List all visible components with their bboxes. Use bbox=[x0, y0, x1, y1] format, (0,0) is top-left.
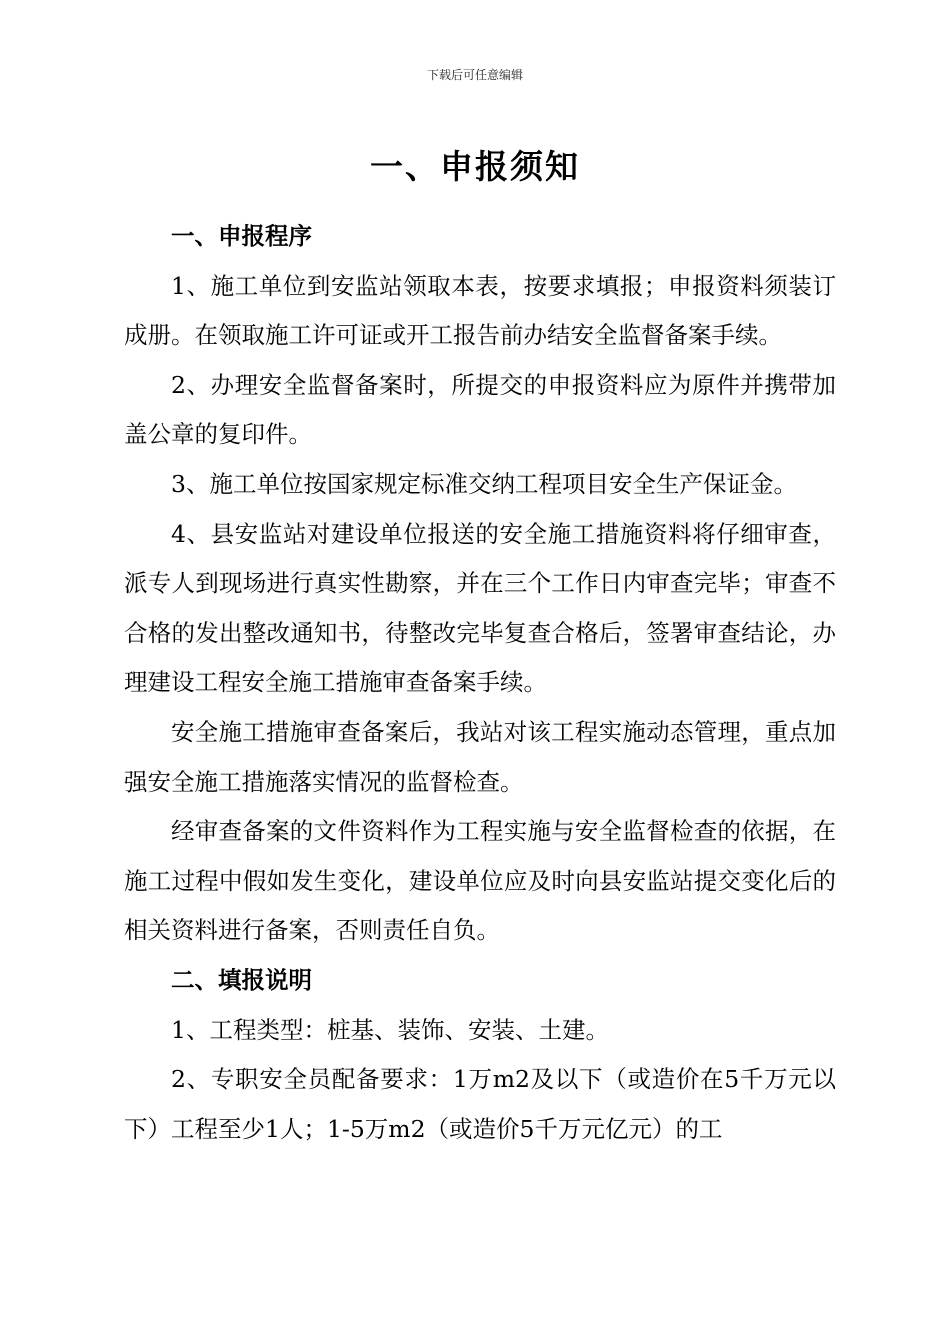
paragraph-procedure-1: 1、施工单位到安监站领取本表，按要求填报；申报资料须装订成册。在领取施工许可证或开工报告前办结安全监督备案手续。 bbox=[124, 271, 836, 350]
section-heading-procedure: 一、申报程序 bbox=[171, 222, 312, 250]
document-body bbox=[124, 212, 836, 1154]
paragraph-procedure-3: 3、施工单位按国家规定标准交纳工程项目安全生产保证金。 bbox=[171, 469, 797, 498]
paragraph-procedure-4: 4、县安监站对建设单位报送的安全施工措施资料将仔细审查，派专人到现场进行真实性勘察，并在三个工作日内审查完毕；审查不合格的发出整改通知书，待整改完毕复查合格后，签署审查结论，办理建设工程安全施工措施审查备案手续。 bbox=[124, 519, 836, 697]
page-title: 一、申报须知 bbox=[370, 147, 580, 186]
header-note: 下载后可任意编辑 bbox=[426, 68, 523, 82]
paragraph-procedure-5: 安全施工措施审查备案后，我站对该工程实施动态管理，重点加强安全施工措施落实情况的监督检查。 bbox=[124, 717, 836, 796]
paragraph-instructions-1: 1、工程类型：桩基、装饰、安装、土建。 bbox=[171, 1015, 609, 1044]
section-heading-instructions: 二、填报说明 bbox=[171, 965, 312, 994]
paragraph-procedure-6: 经审查备案的文件资料作为工程实施与安全监督检查的依据，在施工过程中假如发生变化，建设单位应及时向县安监站提交变化后的相关资料进行备案，否则责任自负。 bbox=[124, 817, 836, 945]
paragraph-procedure-2: 2、办理安全监督备案时，所提交的申报资料应为原件并携带加盖公章的复印件。 bbox=[124, 370, 836, 449]
paragraph-instructions-2: 2、专职安全员配备要求：1万m2及以下（或造价在5千万元以下）工程至少1人；1-5万m2（或造价5千万元亿元）的工 bbox=[124, 1065, 836, 1143]
